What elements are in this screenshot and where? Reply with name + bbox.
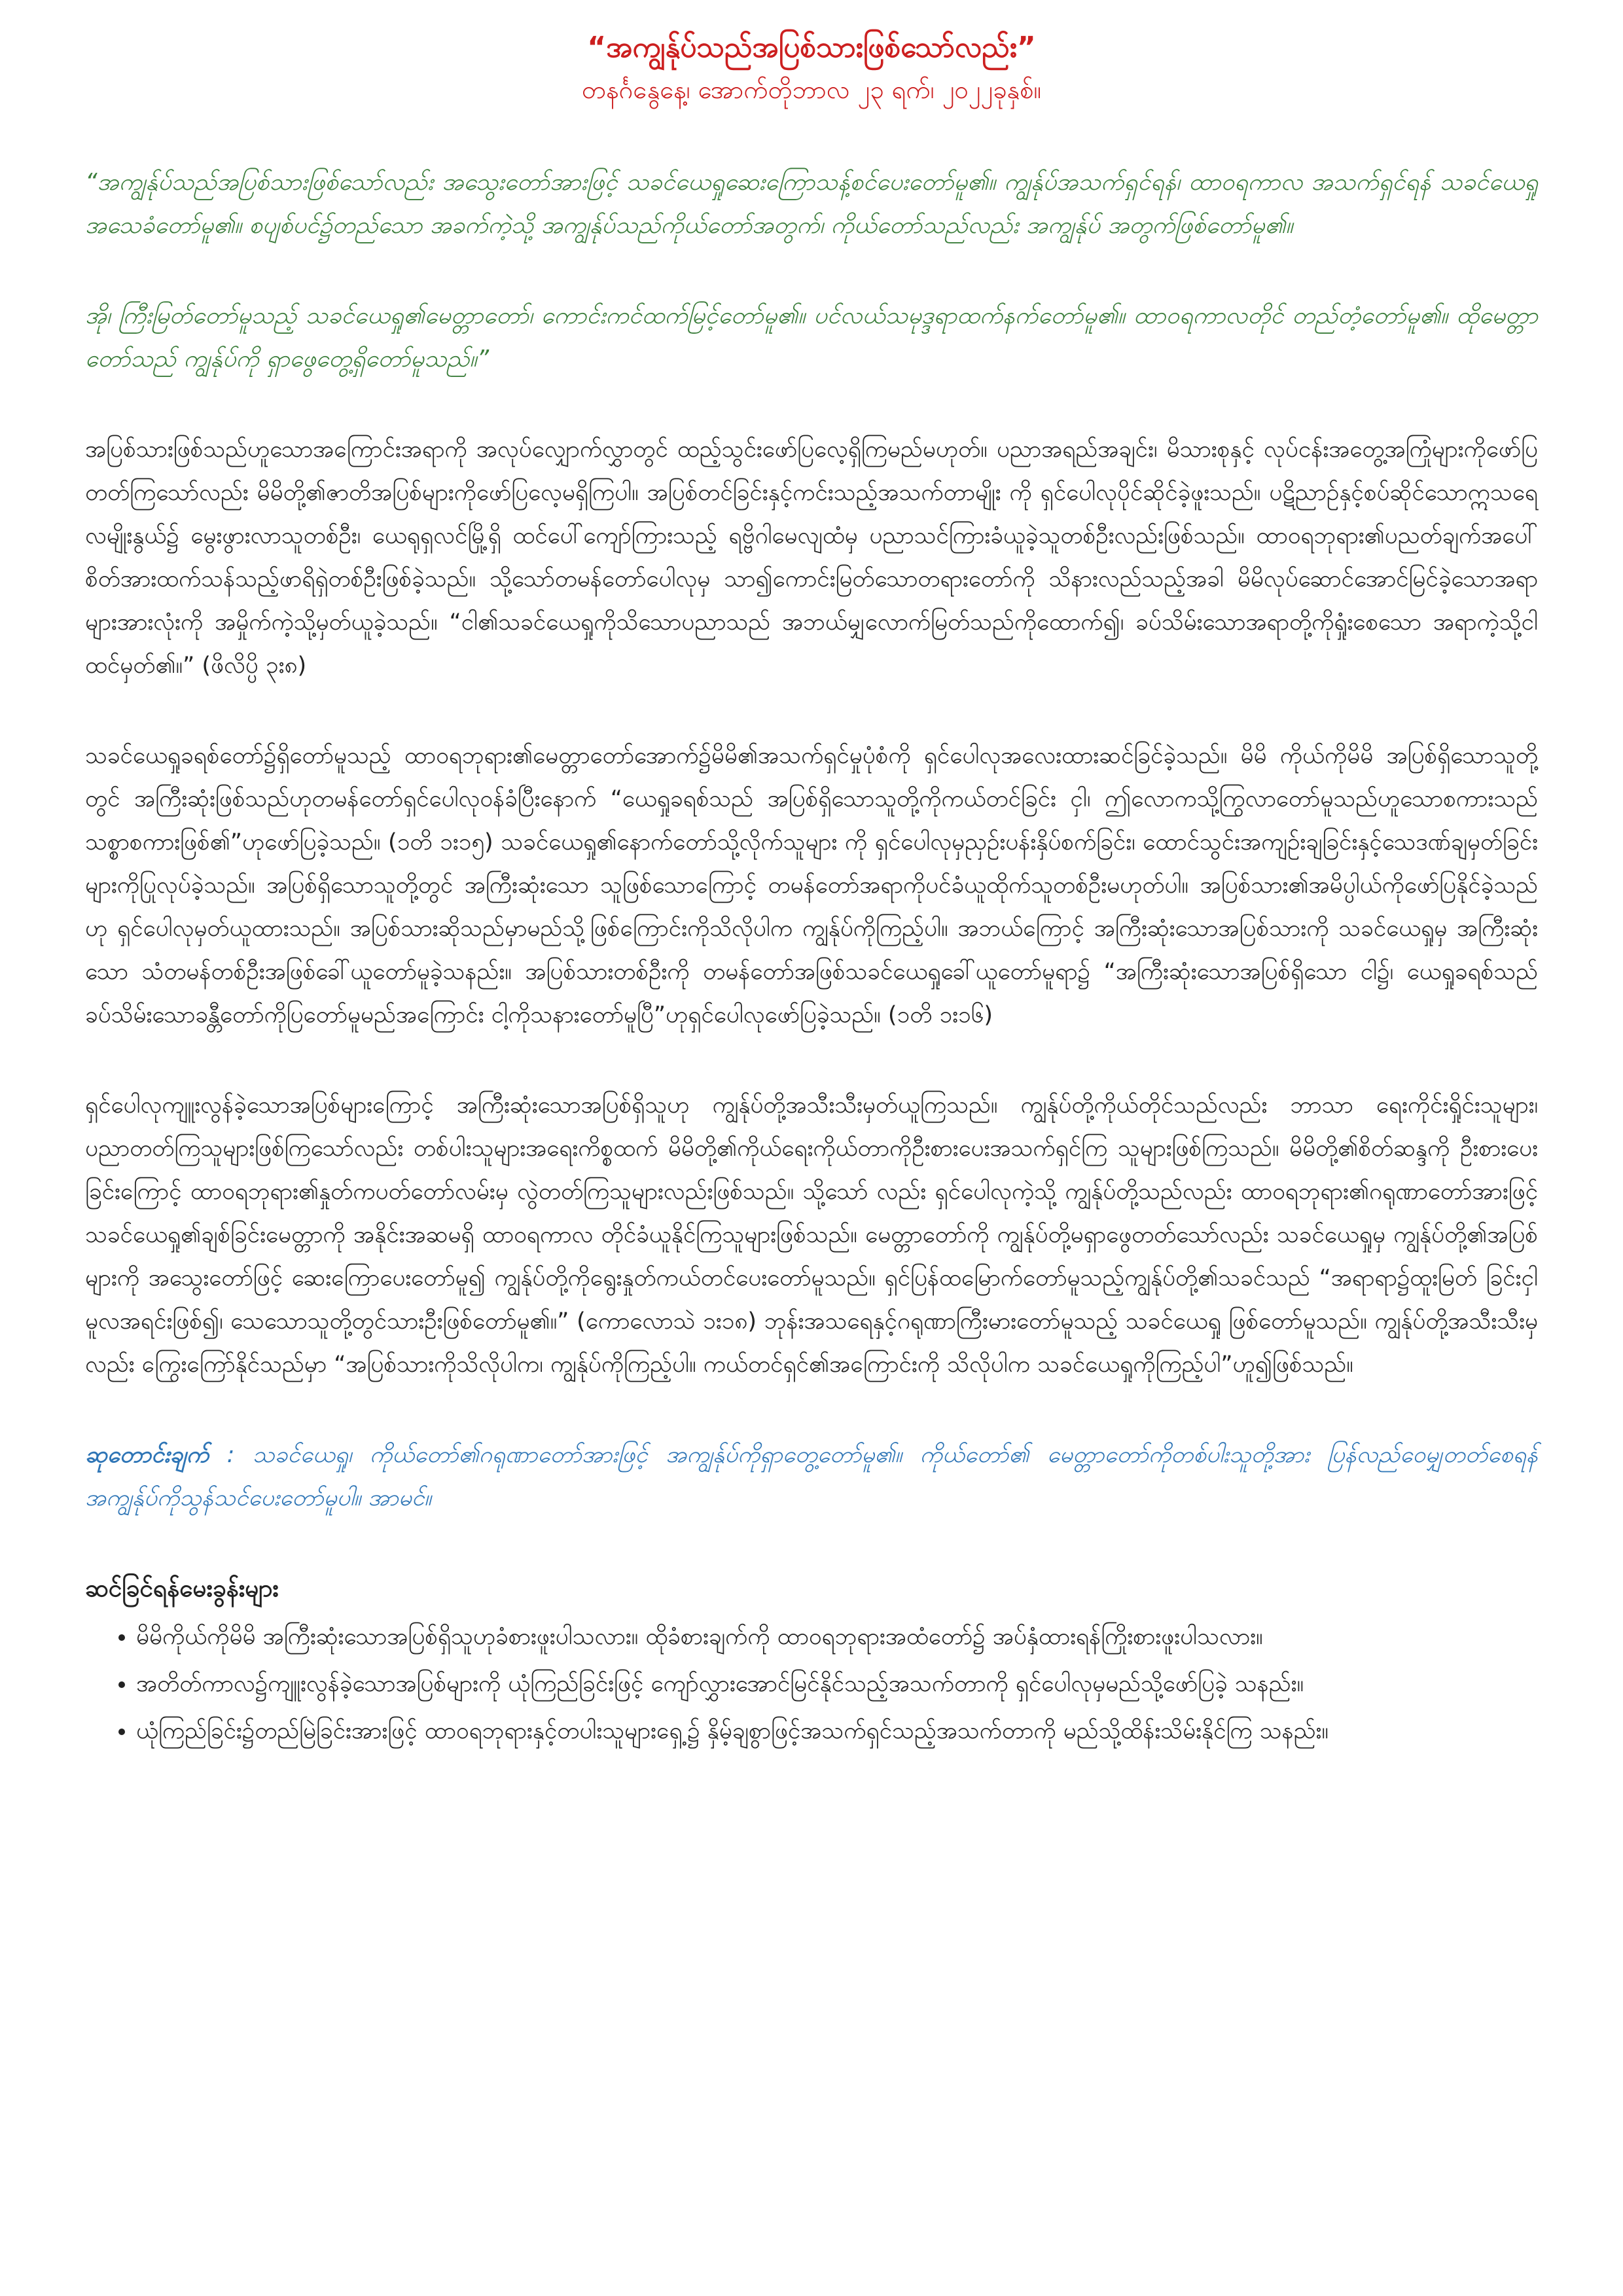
reflection-list (85, 1615, 1538, 1753)
body-paragraph-1: အပြစ်သားဖြစ်သည်ဟူသောအကြောင်းအရာကို အလုပ်လျှောက်လွှာတွင် ထည့်သွင်းဖော်ပြလေ့ရှိကြမည်မဟုတ်။ ပညာအရည်အချင်း၊ မိသားစုနှင့် လုပ်ငန်းအတွေ့အကြုံများကိုဖော်ပြတတ်ကြသော်လည်း မိမိတို့၏ဇာတိအပြစ်များကိုဖော်ပြလေ့မရှိကြပါ။ အပြစ်တင်ခြင်းနှင့်ကင်းသည့်အသက်တာမျိုး ကို ရှင်ပေါလုပိုင်ဆိုင်ခဲ့ဖူးသည်။ ပဋိညာဉ်နှင့်စပ်ဆိုင်သောဣသရေလမျိုးနွယ်၌ မွေးဖွားလာသူတစ်ဦး၊ ယေရုရှလင်မြို့ရှိ ထင်ပေါ်ကျော်ကြားသည့် ရဗ္ဗိဂါမေလျထံမှ ပညာသင်ကြားခံယူခဲ့သူတစ်ဦးလည်းဖြစ်သည်။ ထာဝရဘုရား၏ပညတ်ချက်အပေါ် စိတ်အားထက်သန်သည့်ဖာရိရှဲတစ်ဦးဖြစ်ခဲ့သည်။ သို့သော်တမန်တော်ပေါလုမှ သာ၍ကောင်းမြတ်သောတရားတော်ကို သိနားလည်သည့်အခါ မိမိလုပ်ဆောင်အောင်မြင်ခဲ့သောအရာများအားလုံးကို အမှိုက်ကဲ့သို့မှတ်ယူခဲ့သည်။ “ငါ၏သခင်ယေရှုကိုသိသောပညာသည် အဘယ်မျှလောက်မြတ်သည်ကိုထောက်၍၊ ခပ်သိမ်းသောအရာတို့ကိုရှုံးစေသော အရာကဲ့သို့ငါထင်မှတ်၏။” (ဖိလိပ္ပိ ၃း၈) (85, 437, 1538, 679)
page-title: “အကျွန်ုပ်သည်အပြစ်သားဖြစ်သော်လည်း” (587, 31, 1036, 64)
prayer-label: ဆုတောင်းချက် (85, 1442, 209, 1468)
body-paragraph-3: ရှင်ပေါလုကျူးလွန်ခဲ့သောအပြစ်များကြောင့် အကြီးဆုံးသောအပြစ်ရှိသူဟု ကျွန်ုပ်တို့အသီးသီးမှတ်ယူကြသည်။ ကျွန်ုပ်တို့ကိုယ်တိုင်သည်လည်း ဘာသာ ရေးကိုင်းရှိုင်းသူများ၊ ပညာတတ်ကြသူများဖြစ်ကြသော်လည်း တစ်ပါးသူများအရေးကိစ္စထက် မိမိတို့၏ကိုယ်ရေးကိုယ်တာကိုဦးစားပေးအသက်ရှင်ကြ သူများဖြစ်ကြသည်။ မိမိတို့၏စိတ်ဆန္ဒကို ဦးစားပေးခြင်းကြောင့် ထာဝရဘုရား၏နှုတ်ကပတ်တော်လမ်းမှ လွဲတတ်ကြသူများလည်းဖြစ်သည်။ သို့သော် လည်း ရှင်ပေါလုကဲ့သို့ ကျွန်ုပ်တို့သည်လည်း ထာဝရဘုရား၏ဂရုဏာတော်အားဖြင့် သခင်ယေရှု၏ချစ်ခြင်းမေတ္တာကို အနိုင်းအဆမရှိ ထာဝရကာလ တိုင်ခံယူနိုင်ကြသူများဖြစ်သည်။ မေတ္တာတော်ကို ကျွန်ုပ်တို့မရှာဖွေတတ်သော်လည်း သခင်ယေရှုမှ ကျွန်ုပ်တို့၏အပြစ်များကို အသွေးတော်ဖြင့် ဆေးကြောပေးတော်မူ၍ ကျွန်ုပ်တို့ကိုရွေးနှုတ်ကယ်တင်ပေးတော်မူသည်။ ရှင်ပြန်ထမြောက်တော်မူသည့်ကျွန်ုပ်တို့၏သခင်သည် “အရာရာ၌ထူးမြတ် ခြင်းငှါ မူလအရင်းဖြစ်၍၊ သေသောသူတို့တွင်သားဦးဖြစ်တော်မူ၏။” (ကောလောသဲ ၁း၁၈) ဘုန်းအသရေနှင့်ဂရုဏာကြီးမားတော်မူသည့် သခင်ယေရှု ဖြစ်တော်မူသည်။ ကျွန်ုပ်တို့အသီးသီးမှလည်း ကြွေးကြော်နိုင်သည်မှာ “အပြစ်သားကိုသိလိုပါက၊ ကျွန်ုပ်ကိုကြည့်ပါ။ ကယ်တင်ရှင်၏အကြောင်းကို သိလိုပါက သခင်ယေရှုကိုကြည့်ပါ”ဟူ၍ဖြစ်သည်။ (85, 1092, 1538, 1378)
reflection-item: • ယုံကြည်ခြင်း၌တည်မြဲခြင်းအားဖြင့် ထာဝရဘုရားနှင့်တပါးသူများရှေ့၌ နှိမ့်ချစွာဖြင့်အသက်ရှင်သည့်အသက်တာကို မည်သို့ထိန်းသိမ်းနိုင်ကြ သနည်း။ (136, 1710, 1538, 1753)
page-date: တနင်္ဂနွေနေ့၊ အောက်တိုဘာလ ၂၃ ရက်၊ ၂၀၂၂ခုနှစ်။ (582, 75, 1041, 104)
reflection-item: • အတိတ်ကာလ၌ကျူးလွန်ခဲ့သောအပြစ်များကို ယုံကြည်ခြင်းဖြင့် ကျော်လွှားအောင်မြင်နိုင်သည့်အသက်တာကို ရှင်ပေါလုမှမည်သို့ဖော်ပြခဲ့ သနည်း။ (136, 1662, 1538, 1706)
document-page (85, 26, 1538, 1757)
prayer-paragraph (85, 1433, 1538, 1520)
quote-paragraph-1: “အကျွန်ုပ်သည်အပြစ်သားဖြစ်သော်လည်း အသွေးတော်အားဖြင့် သခင်ယေရှုဆေးကြောသန့်စင်ပေးတော်မူ၏။ ကျွန်ုပ်အသက်ရှင်ရန်၊ ထာဝရကာလ အသက်ရှင်ရန် သခင်ယေရှုအသေခံတော်မူ၏။ စပျစ်ပင်၌တည်သော အခက်ကဲ့သို့ အကျွန်ုပ်သည်ကိုယ်တော်အတွက်၊ ကိုယ်တော်သည်လည်း အကျွန်ုပ် အတွက်ဖြစ်တော်မူ၏။ (85, 169, 1538, 239)
quote-paragraph-2: အို၊ ကြီးမြတ်တော်မူသည့် သခင်ယေရှု၏မေတ္တာတော်၊ ကောင်းကင်ထက်မြင့်တော်မူ၏။ ပင်လယ်သမုဒ္ဒရာထက်နက်တော်မူ၏။ ထာဝရကာလတိုင် တည်တံ့တော်မူ၏။ ထိုမေတ္တာတော်သည် ကျွန်ုပ်ကို ရှာဖွေတွေ့ရှိတော်မူသည်။” (85, 302, 1538, 372)
prayer-text: : သခင်ယေရှု၊ ကိုယ်တော်၏ဂရုဏာတော်အားဖြင့် အကျွန်ုပ်ကိုရှာတွေ့တော်မူ၏။ ကိုယ်တော်၏ မေတ္တာတော်ကိုတစ်ပါးသူတို့အား ပြန်လည်ဝေမျှတတ်စေရန် အကျွန်ုပ်ကိုသွန်သင်ပေးတော်မူပါ။ အာမင်။ (85, 1442, 1538, 1511)
body-paragraph-2: သခင်ယေရှုခရစ်တော်၌ရှိတော်မူသည့် ထာဝရဘုရား၏မေတ္တာတော်အောက်၌မိမိ၏အသက်ရှင်မှုပုံစံကို ရှင်ပေါလုအလေးထားဆင်ခြင်ခဲ့သည်။ မိမိ ကိုယ်ကိုမိမိ အပြစ်ရှိသောသူတို့တွင် အကြီးဆုံးဖြစ်သည်ဟုတမန်တော်ရှင်ပေါလုဝန်ခံပြီးနောက် “ယေရှုခရစ်သည် အပြစ်ရှိသောသူတို့ကိုကယ်တင်ခြင်း ငှါ၊ ဤလောကသို့ကြွလာတော်မူသည်ဟူသောစကားသည် သစ္စာစကားဖြစ်၏”ဟုဖော်ပြခဲ့သည်။ (၁တိ ၁း၁၅) သခင်ယေရှု၏နောက်တော်သို့လိုက်သူများ ကို ရှင်ပေါလုမှညှဉ်းပန်းနှိပ်စက်ခြင်း၊ ထောင်သွင်းအကျဉ်းချခြင်းနှင့်သေဒဏ်ချမှတ်ခြင်းများကိုပြုလုပ်ခဲ့သည်။ အပြစ်ရှိသောသူတို့တွင် အကြီးဆုံးသော သူဖြစ်သောကြောင့် တမန်တော်အရာကိုပင်ခံယူထိုက်သူတစ်ဦးမဟုတ်ပါ။ အပြစ်သား၏အမိပ္ပါယ်ကိုဖော်ပြနိုင်ခဲ့သည်ဟု ရှင်ပေါလုမှတ်ယူထားသည်။ အပြစ်သားဆိုသည်မှာမည်သို့ဖြစ်ကြောင်းကိုသိလိုပါက ကျွန်ုပ်ကိုကြည့်ပါ။ အဘယ်ကြောင့် အကြီးဆုံးသောအပြစ်သားကို သခင်ယေရှုမှ အကြီးဆုံးသော သံတမန်တစ်ဦးအဖြစ်ခေါ်ယူတော်မူခဲ့သနည်း။ အပြစ်သားတစ်ဦးကို တမန်တော်အဖြစ်သခင်ယေရှုခေါ်ယူတော်မူရာ၌ “အကြီးဆုံးသောအပြစ်ရှိသော ငါ၌၊ ယေရှုခရစ်သည် ခပ်သိမ်းသောခန္တီတော်ကိုပြတော်မူမည်အကြောင်း ငါ့ကိုသနားတော်မူပြီ”ဟုရှင်ပေါလုဖော်ပြခဲ့သည်။ (၁တိ ၁း၁၆) (85, 743, 1538, 1028)
reflection-item: • မိမိကိုယ်ကိုမိမိ အကြီးဆုံးသောအပြစ်ရှိသူဟုခံစားဖူးပါသလား။ ထိုခံစားချက်ကို ထာဝရဘုရားအထံတော်၌ အပ်နှံထားရန်ကြိုးစားဖူးပါသလား။ (136, 1615, 1538, 1659)
reflection-heading: ဆင်ခြင်ရန်မေးခွန်းများ (85, 1574, 279, 1602)
